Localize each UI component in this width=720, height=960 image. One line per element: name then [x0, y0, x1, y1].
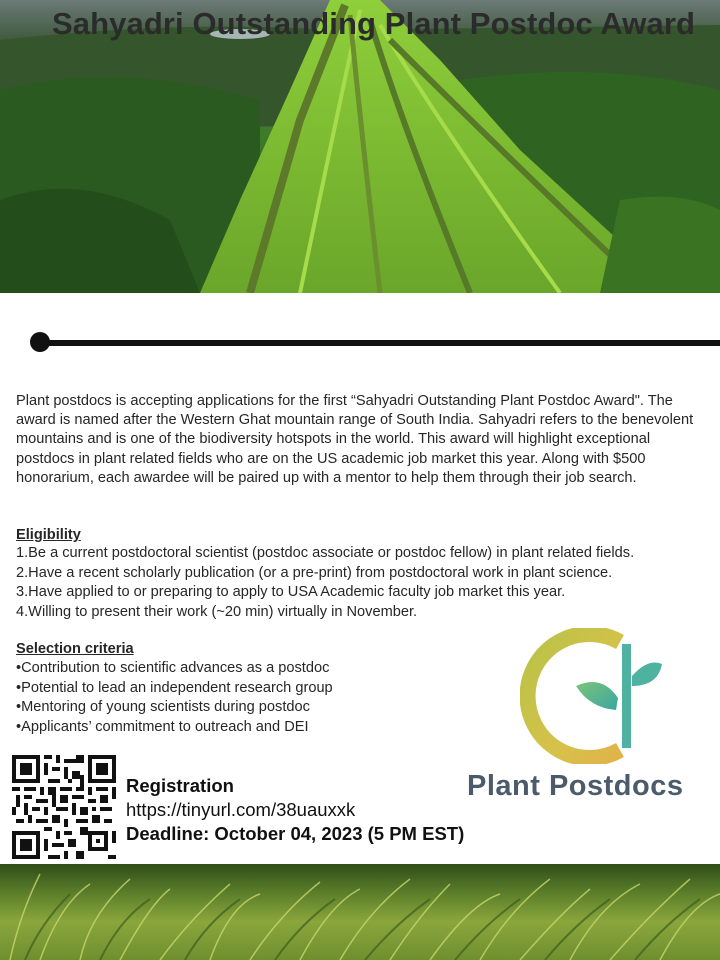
page-title: Sahyadri Outstanding Plant Postdoc Award — [52, 6, 696, 41]
list-item: •Mentoring of young scientists during postdoc — [16, 699, 310, 716]
deadline-text: Deadline: October 04, 2023 (5 PM EST) — [126, 823, 465, 844]
list-item: •Applicants’ commitment to outreach and DEI — [16, 718, 309, 735]
plant-postdocs-wordmark: Plant Postdocs — [467, 770, 684, 802]
list-item: 1.Be a current postdoctoral scientist (postdoc associate or postdoc fellow) in plant related fields. — [16, 545, 635, 561]
list-item: 3.Have applied to or preparing to apply to USA Academic faculty job market this year. — [16, 584, 566, 601]
intro-paragraph: Plant postdocs is accepting applications for the first “Sahyadri Outstanding Plant Postdoc Award". The award is named after the Western Ghat mountain range of South India. Sahyadri refers to the benevolent mountains and is one of the biodiversity hotspots in the world. This award will highlight exceptional postdocs in plant related fields who are on the US academic job market this year. Along with $500 honorarium, each awardee will be paired up with a mentor to help them through their job search. — [16, 393, 694, 486]
title-rule — [40, 340, 720, 346]
qr-code-icon[interactable] — [12, 755, 116, 859]
list-item: •Potential to lead an independent research group — [16, 679, 333, 696]
registration-link[interactable]: https://tinyurl.com/38uauxxk — [126, 799, 356, 820]
registration-block — [126, 774, 464, 846]
plant-postdocs-logo-icon — [520, 628, 664, 764]
selection-list — [16, 659, 333, 737]
selection-heading: Selection criteria — [16, 641, 134, 657]
list-item: •Contribution to scientific advances as a postdoc — [16, 660, 330, 676]
hero-mountain-image — [0, 0, 720, 293]
registration-label: Registration — [126, 775, 234, 796]
list-item: 2.Have a recent scholarly publication (or a pre-print) from postdoctoral work in plant science. — [16, 564, 613, 581]
eligibility-list — [16, 544, 634, 622]
grass-footer-image — [0, 864, 720, 960]
list-item: 4.Willing to present their work (~20 min) virtually in November. — [16, 603, 418, 620]
eligibility-heading: Eligibility — [16, 527, 81, 543]
